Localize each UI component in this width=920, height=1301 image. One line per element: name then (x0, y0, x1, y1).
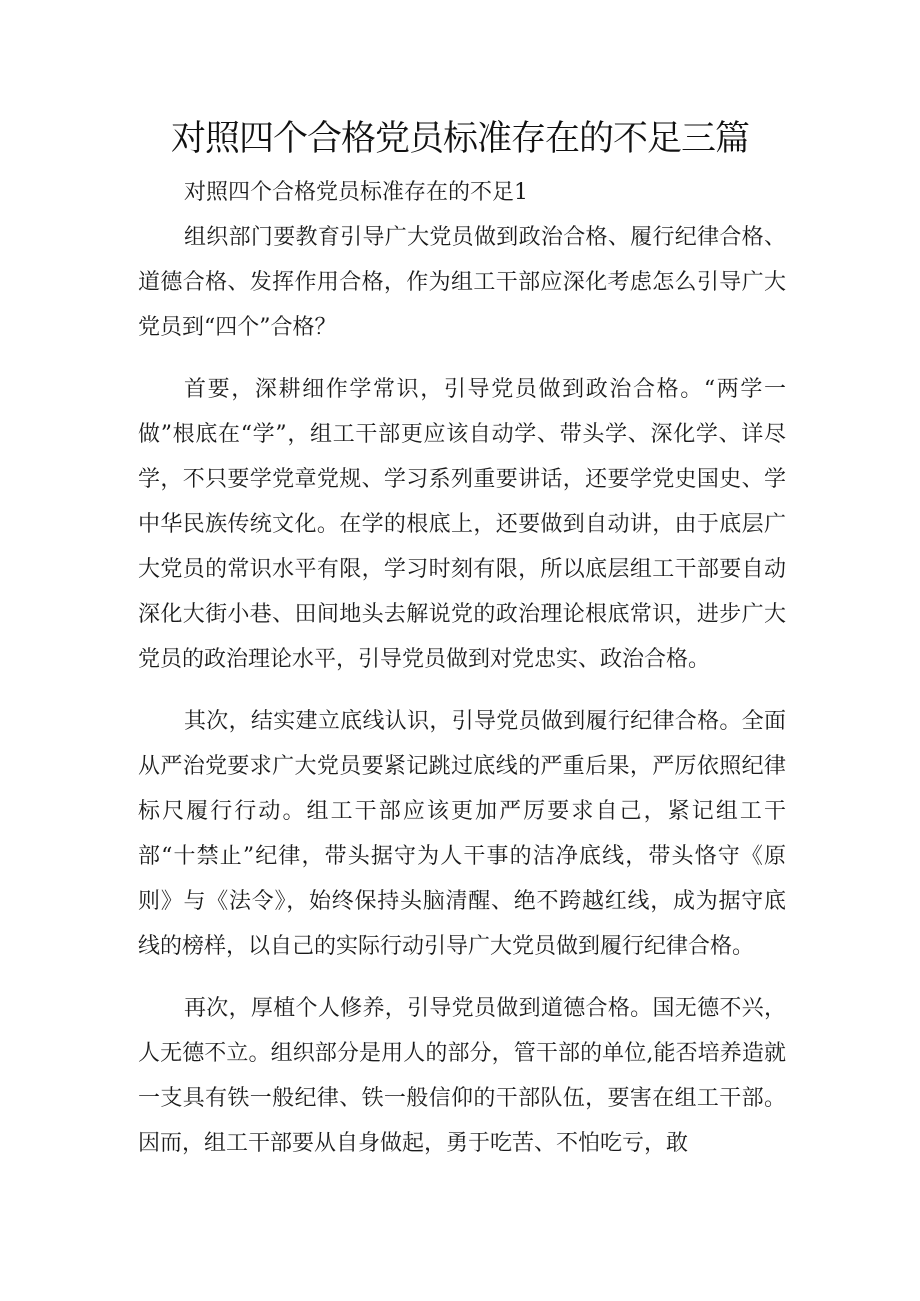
document-body (138, 170, 786, 1166)
document-title: 对照四个合格党员标准存在的不足三篇 (170, 119, 749, 159)
paragraph-morality: 再次，厚植个人修养，引导党员做到道德合格。国无德不兴，人无德不立。组织部分是用人的部分，管干部的单位,能否培养造就一支具有铁一般纪律、铁一般信仰的干部队伍，要害在组工干部。因而，组工干部要从自身做起，勇于吃苦、不怕吃亏，敢 (138, 996, 786, 1156)
paragraph-political: 首要，深耕细作学常识，引导党员做到政治合格。“两学一做”根底在“学”，组工干部更应该自动学、带头学、深化学、详尽学，不只要学党章党规、学习系列重要讲话，还要学党史国史、学中华民族传统文化。在学的根底上，还要做到自动讲，由于底层广大党员的常识水平有限，学习时刻有限，所以底层组工干部要自动深化大街小巷、田间地头去解说党的政治理论根底常识，进步广大党员的政治理论水平，引导党员做到对党忠实、政治合格。 (138, 377, 786, 672)
paragraph-intro: 组织部门要教育引导广大党员做到政治合格、履行纪律合格、道德合格、发挥作用合格，作为组工干部应深化考虑怎么引导广大党员到“四个”合格？ (138, 225, 786, 340)
section-subtitle: 对照四个合格党员标准存在的不足1 (184, 180, 528, 205)
paragraph-discipline: 其次，结实建立底线认识，引导党员做到履行纪律合格。全面从严治党要求广大党员要紧记跳过底线的严重后果，严厉依照纪律标尺履行行动。组工干部应该更加严厉要求自己，紧记组工干部“十禁止”纪律，带头据守为人干事的洁净底线，带头恪守《原则》与《法令》，始终保持头脑清醒、绝不跨越红线，成为据守底线的榜样，以自己的实际行动引导广大党员做到履行纪律合格。 (138, 709, 786, 959)
